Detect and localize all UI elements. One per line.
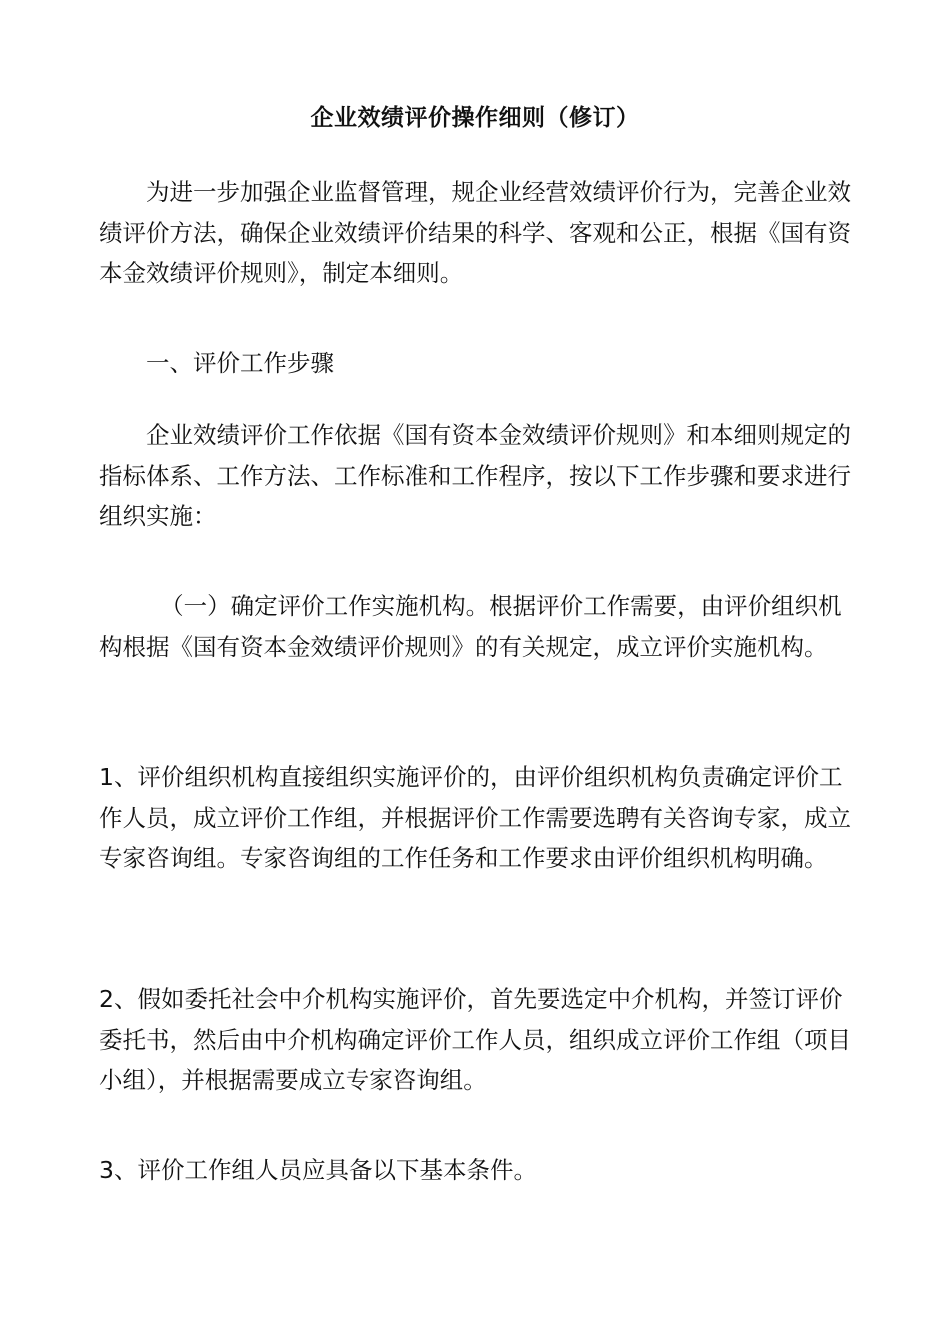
document-title: 企业效绩评价操作细则（修订） xyxy=(310,105,640,131)
list-item-paragraph: 2、假如委托社会中介机构实施评价，首先要选定中介机构，并签订评价委托书，然后由中介机构确定评价工作人员，组织成立评价工作组（项目小组），并根据需要成立专家咨询组。 xyxy=(99,985,851,1094)
subsection-paragraph: （一）确定评价工作实施机构。根据评价工作需要，由评价组织机构根据《国有资本金效绩评价规则》的有关规定，成立评价实施机构。 xyxy=(99,592,842,661)
list-item-paragraph: 1、评价组织机构直接组织实施评价的，由评价组织机构负责确定评价工作人员，成立评价工作组，并根据评价工作需要选聘有关咨询专家，成立专家咨询组。专家咨询组的工作任务和工作要求由评价组织机构明确。 xyxy=(99,763,851,872)
section-heading: 一、评价工作步骤 xyxy=(146,349,334,377)
list-item-paragraph: 3、评价工作组人员应具备以下基本条件。 xyxy=(99,1156,537,1184)
intro-paragraph: 为进一步加强企业监督管理，规企业经营效绩评价行为，完善企业效绩评价方法，确保企业效绩评价结果的科学、客观和公正，根据《国有资本金效绩评价规则》，制定本细则。 xyxy=(99,178,851,287)
body-paragraph: 企业效绩评价工作依据《国有资本金效绩评价规则》和本细则规定的指标体系、工作方法、工作标准和工作程序，按以下工作步骤和要求进行组织实施： xyxy=(99,421,851,530)
